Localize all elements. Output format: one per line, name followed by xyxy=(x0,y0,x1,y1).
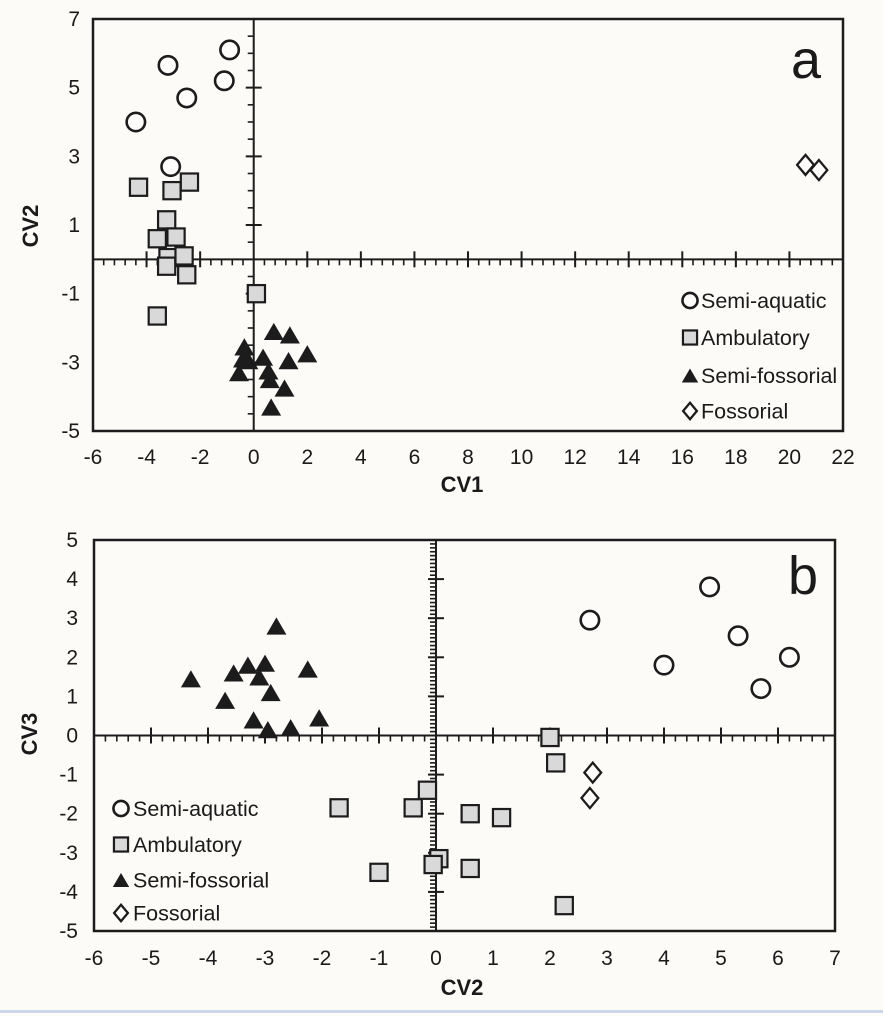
data-point-semi-fossorial xyxy=(255,655,275,672)
panel-b xyxy=(17,529,841,1000)
data-point-semi-aquatic xyxy=(215,72,233,90)
legend-marker-diamond xyxy=(683,403,697,419)
x-tick-label: -3 xyxy=(255,947,275,970)
data-point-ambulatory xyxy=(419,782,436,799)
data-point-semi-fossorial xyxy=(261,684,281,701)
y-tick-label: 5 xyxy=(66,529,78,552)
data-point-ambulatory xyxy=(158,258,175,275)
x-tick-label: 6 xyxy=(772,947,784,970)
legend-label: Fossorial xyxy=(133,901,221,926)
data-point-semi-aquatic xyxy=(220,41,238,59)
data-point-ambulatory xyxy=(556,897,573,914)
x-tick-label: -2 xyxy=(312,947,332,970)
data-point-semi-aquatic xyxy=(161,157,179,175)
y-tick-label: 1 xyxy=(68,214,80,237)
panel-label-a: a xyxy=(790,30,822,90)
data-point-semi-aquatic xyxy=(752,679,770,697)
data-point-semi-fossorial xyxy=(297,345,317,362)
legend-marker-triangle xyxy=(113,873,129,887)
data-point-ambulatory xyxy=(167,228,184,245)
y-tick-label: -5 xyxy=(59,920,78,943)
data-point-semi-aquatic xyxy=(127,113,145,131)
legend-label: Ambulatory xyxy=(701,326,810,350)
data-point-ambulatory xyxy=(331,799,348,816)
x-tick-label: 8 xyxy=(462,446,474,469)
x-tick-label: -2 xyxy=(190,446,210,469)
data-point-fossorial xyxy=(584,763,601,783)
data-point-ambulatory xyxy=(541,729,558,746)
data-point-semi-fossorial xyxy=(264,323,284,340)
y-tick-label: -3 xyxy=(59,841,78,865)
data-point-ambulatory xyxy=(130,179,147,196)
x-tick-label: -6 xyxy=(84,947,104,970)
x-tick-label: 7 xyxy=(829,947,841,970)
data-point-ambulatory xyxy=(547,754,564,771)
data-point-ambulatory xyxy=(405,799,422,816)
panel-a xyxy=(18,8,855,497)
x-tick-label: 16 xyxy=(670,446,694,469)
data-point-semi-fossorial xyxy=(258,721,278,738)
y-axis-title: CV3 xyxy=(17,712,42,756)
x-tick-label: -5 xyxy=(141,947,161,970)
x-tick-label: 3 xyxy=(601,947,613,970)
y-tick-label: -3 xyxy=(61,351,80,375)
data-point-ambulatory xyxy=(462,805,479,822)
legend-marker-diamond xyxy=(114,905,128,921)
y-tick-label: 7 xyxy=(68,8,80,31)
data-point-ambulatory xyxy=(462,860,479,877)
y-tick-label: 3 xyxy=(66,607,78,631)
x-tick-label: 14 xyxy=(617,446,641,469)
data-point-ambulatory xyxy=(158,211,175,228)
x-tick-label: 4 xyxy=(658,947,670,970)
data-point-semi-fossorial xyxy=(238,657,258,674)
x-axis-title: CV1 xyxy=(440,472,484,497)
x-tick-label: 20 xyxy=(777,446,802,469)
legend-label: Semi-fossorial xyxy=(701,364,838,388)
x-tick-label: 0 xyxy=(430,947,442,970)
y-axis-title: CV2 xyxy=(18,204,43,248)
data-point-semi-aquatic xyxy=(178,89,196,107)
legend-label: Semi-aquatic xyxy=(701,289,827,313)
x-tick-label: -4 xyxy=(137,446,156,469)
x-tick-label: -4 xyxy=(198,947,218,970)
bottom-accent-strip xyxy=(0,1010,883,1013)
data-point-fossorial xyxy=(582,788,599,808)
x-axis-title: CV2 xyxy=(440,975,484,1000)
legend-marker-circle xyxy=(113,801,128,816)
legend-label: Semi-fossorial xyxy=(133,868,270,893)
legend-marker-circle xyxy=(682,293,697,308)
legend-marker-square xyxy=(683,330,697,344)
y-tick-label: -5 xyxy=(61,420,80,443)
y-tick-label: -1 xyxy=(61,282,80,306)
x-tick-label: 5 xyxy=(715,947,727,970)
data-point-ambulatory xyxy=(178,266,195,283)
data-point-semi-fossorial xyxy=(280,326,300,343)
x-tick-label: 12 xyxy=(563,446,587,469)
y-tick-label: 2 xyxy=(66,646,78,670)
data-point-semi-aquatic xyxy=(780,648,798,666)
x-tick-label: 1 xyxy=(487,947,499,970)
legend-marker-square xyxy=(114,837,128,851)
legend-label: Ambulatory xyxy=(133,833,242,857)
data-point-ambulatory xyxy=(493,809,510,826)
y-tick-label: 1 xyxy=(66,685,78,709)
y-tick-label: -1 xyxy=(59,763,78,787)
x-tick-label: 6 xyxy=(408,446,421,469)
x-tick-label: 2 xyxy=(544,947,556,970)
data-point-semi-fossorial xyxy=(309,709,329,726)
data-point-semi-aquatic xyxy=(729,627,747,645)
x-tick-label: 22 xyxy=(831,446,855,469)
data-point-ambulatory xyxy=(163,182,180,199)
data-point-semi-fossorial xyxy=(253,349,273,366)
x-tick-label: 10 xyxy=(509,446,534,469)
data-point-semi-fossorial xyxy=(261,398,281,415)
data-point-semi-fossorial xyxy=(279,352,299,369)
data-point-ambulatory xyxy=(425,856,442,873)
data-point-semi-aquatic xyxy=(581,611,599,629)
data-point-semi-fossorial xyxy=(181,670,201,687)
x-tick-label: -6 xyxy=(83,446,103,469)
data-point-semi-fossorial xyxy=(215,692,235,709)
x-tick-label: 0 xyxy=(247,446,260,469)
x-tick-label: 4 xyxy=(355,446,367,469)
y-tick-label: 0 xyxy=(66,724,78,748)
data-point-ambulatory xyxy=(149,230,166,247)
x-tick-label: -1 xyxy=(369,947,389,970)
y-tick-label: 3 xyxy=(68,145,80,169)
y-tick-label: -4 xyxy=(59,880,78,904)
data-point-semi-aquatic xyxy=(159,56,177,74)
data-point-semi-fossorial xyxy=(298,660,318,677)
y-tick-label: 5 xyxy=(68,76,80,100)
data-point-semi-fossorial xyxy=(281,719,301,736)
data-point-ambulatory xyxy=(149,307,166,324)
data-point-semi-fossorial xyxy=(244,711,264,728)
legend-marker-triangle xyxy=(682,368,698,382)
data-point-ambulatory xyxy=(181,173,198,190)
data-point-semi-aquatic xyxy=(655,656,673,674)
x-tick-label: 2 xyxy=(301,446,314,469)
y-tick-label: 4 xyxy=(66,568,78,592)
legend-label: Fossorial xyxy=(701,399,789,424)
data-point-ambulatory xyxy=(175,247,192,264)
y-tick-label: -2 xyxy=(59,802,78,826)
panel-label-b: b xyxy=(787,546,819,606)
x-tick-label: 18 xyxy=(724,446,748,469)
data-point-semi-fossorial xyxy=(266,617,286,634)
data-point-ambulatory xyxy=(370,864,387,881)
data-point-semi-aquatic xyxy=(700,578,718,596)
legend-label: Semi-aquatic xyxy=(133,797,259,821)
data-point-ambulatory xyxy=(248,285,265,302)
